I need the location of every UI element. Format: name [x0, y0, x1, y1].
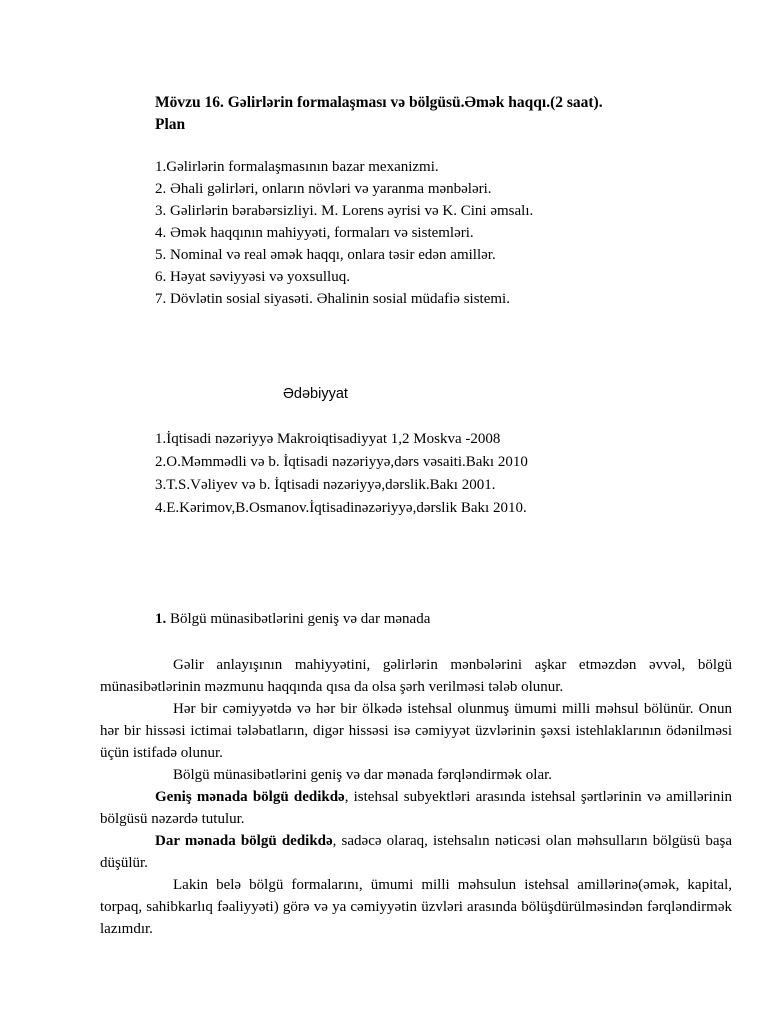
paragraph: Hər bir cəmiyyətdə və hər bir ölkədə istehsal olunmuş ümumi milli məhsul bölünür. Onun hər bir hissəsi ictimai tələbatların, digər hissəsi isə cəmiyyət üzvlərinin şəxsi istehlaklarının ödənilməsi üçün istifadə olunur.: [100, 701, 732, 761]
paragraph: [100, 786, 732, 830]
plan-item: 6. Həyat səviyyəsi və yoxsulluq.: [155, 269, 350, 285]
literature-item: 3.T.S.Vəliyev və b. İqtisadi nəzəriyyə,dərslik.Bakı 2001.: [155, 477, 496, 493]
paragraph-text: , istehsal subyektləri arasında istehsal şərtlərinin və amillərinin bölgüsü nəzərdə tutulur.: [100, 789, 732, 827]
term-narrow: Dar mənada bölgü dedikdə: [155, 833, 333, 849]
plan-list: [155, 156, 533, 310]
literature-list: [155, 428, 528, 520]
paragraph: Gəlir anlayışının mahiyyətini, gəlirlərin mənbələrini aşkar etməzdən əvvəl, bölgü münasibətlərinin məzmunu haqqında qısa da olsa şərh verilməsi tələb olunur.: [100, 657, 732, 695]
literature-item: 2.O.Məmmədli və b. İqtisadi nəzəriyyə,dərs vəsaiti.Bakı 2010: [155, 454, 528, 470]
section-heading: [155, 608, 430, 630]
paragraph: Bölgü münasibətlərini geniş və dar mənada fərqləndirmək olar.: [173, 767, 553, 783]
plan-item: 3. Gəlirlərin bərabərsizliyi. M. Lorens əyrisi və K. Cini əmsalı.: [155, 203, 534, 219]
body-text: [100, 654, 732, 940]
literature-item: 1.İqtisadi nəzəriyyə Makroiqtisadiyyat 1,2 Moskva -2008: [155, 431, 501, 447]
term-broad: Geniş mənada bölgü dedikdə: [155, 789, 345, 805]
plan-item: 5. Nominal və real əmək haqqı, onlara təsir edən amillər.: [155, 247, 496, 263]
plan-label: Plan: [155, 116, 186, 133]
plan-item: 1.Gəlirlərin formalaşmasının bazar mexanizmi.: [155, 159, 439, 175]
literature-heading: Ədəbiyyat: [283, 386, 348, 402]
paragraph: Lakin belə bölgü formalarını, ümumi milli məhsulun istehsal amillərinə(əmək, kapital, torpaq, sahibkarlıq fəaliyyəti) görə və ya cəmiyyətin üzvləri arasında bölüşdürülməsindən fərqləndirmək lazımdır.: [100, 877, 732, 937]
plan-item: 4. Əmək haqqının mahiyyəti, formaları və sistemləri.: [155, 225, 474, 241]
section-title: Bölgü münasibətlərini geniş və dar mənada: [166, 611, 431, 627]
literature-item: 4.E.Kərimov,B.Osmanov.İqtisadinəzəriyyə,dərslik Bakı 2010.: [155, 500, 527, 516]
paragraph-text: , sadəcə olaraq, istehsalın nəticəsi olan məhsulların bölgüsü başa düşülür.: [100, 833, 732, 871]
section-number: 1.: [155, 611, 167, 627]
topic-title: Mövzu 16. Gəlirlərin formalaşması və bölgüsü.Əmək haqqı.(2 saat).: [155, 94, 603, 111]
paragraph: [100, 830, 732, 874]
plan-item: 7. Dövlətin sosial siyasəti. Əhalinin sosial müdafiə sistemi.: [155, 291, 510, 307]
plan-item: 2. Əhali gəlirləri, onların növləri və yaranma mənbələri.: [155, 181, 492, 197]
